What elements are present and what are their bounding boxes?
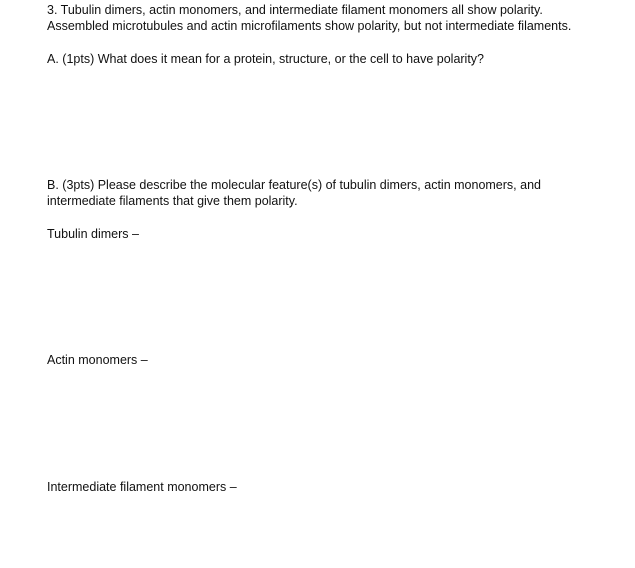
part-b-question-line-2: intermediate filaments that give them polarity. bbox=[47, 194, 298, 208]
question-intro-line-2: Assembled microtubules and actin microfilaments show polarity, but not intermediate filaments. bbox=[47, 19, 572, 33]
part-b-question-line-1: B. (3pts) Please describe the molecular feature(s) of tubulin dimers, actin monomers, and bbox=[47, 178, 541, 192]
question-intro-line-1: 3. Tubulin dimers, actin monomers, and intermediate filament monomers all show polarity. bbox=[47, 3, 543, 17]
tubulin-dimers-label: Tubulin dimers – bbox=[47, 227, 139, 241]
actin-monomers-label: Actin monomers – bbox=[47, 353, 148, 367]
part-a-question: A. (1pts) What does it mean for a protein, structure, or the cell to have polarity? bbox=[47, 52, 485, 66]
intermediate-filament-label: Intermediate filament monomers – bbox=[47, 480, 237, 494]
